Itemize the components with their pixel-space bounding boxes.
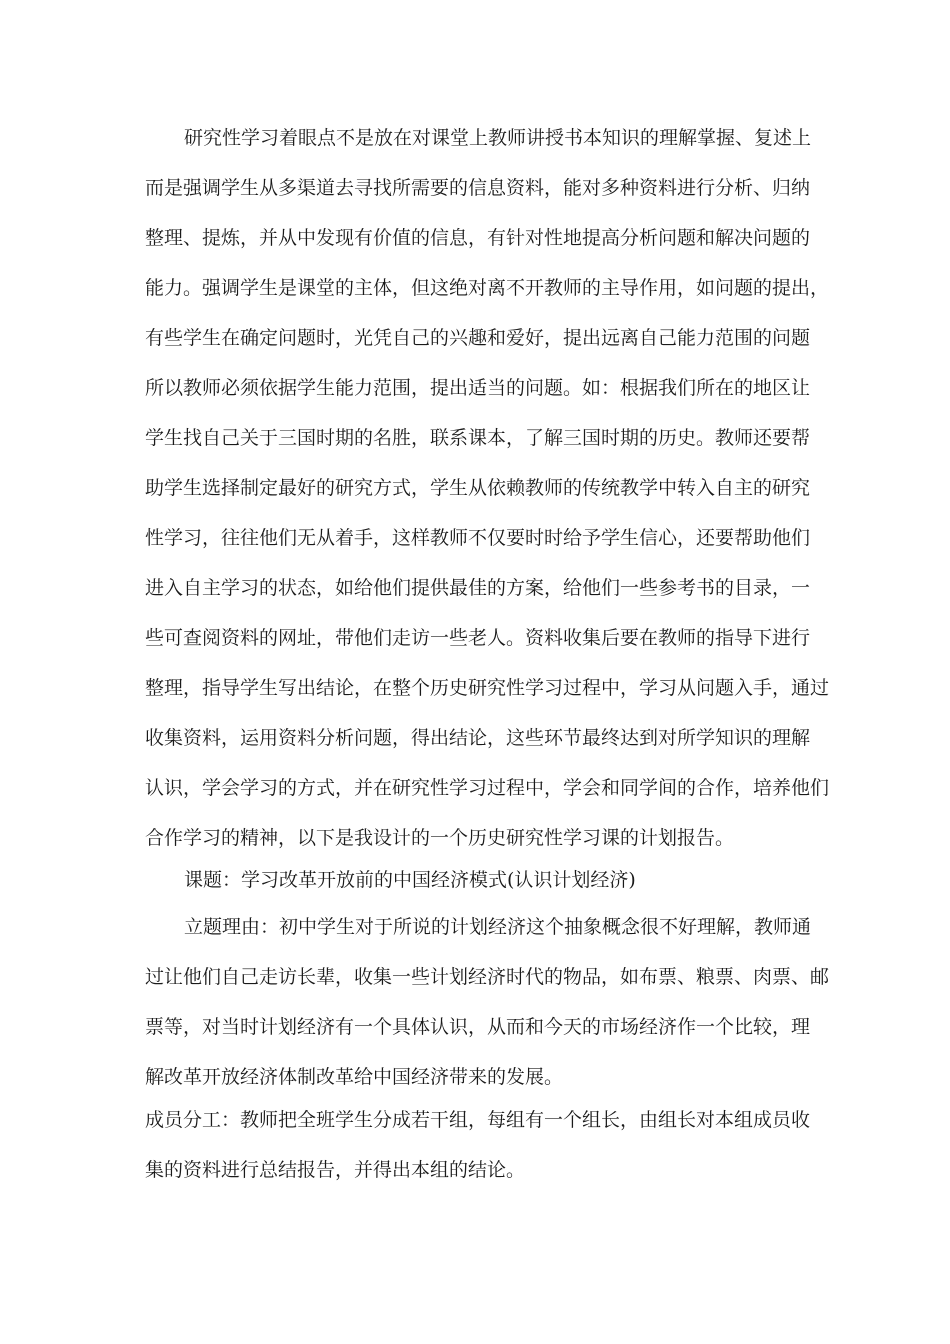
division-line-2: 集的资料进行总结报告，并得出本组的结论。	[145, 1159, 526, 1181]
paragraph-1-line-7: 学生找自己关于三国时期的名胜，联系课本，了解三国时期的历史。教师还要帮	[145, 427, 811, 449]
paragraph-1-line-8: 助学生选择制定最好的研究方式，学生从依赖教师的传统教学中转入自主的研究	[145, 477, 811, 499]
paragraph-1-line-13: 收集资料，运用资料分析问题，得出结论，这些环节最终达到对所学知识的理解	[145, 727, 811, 749]
rationale-line-1: 立题理由：初中学生对于所说的计划经济这个抽象概念很不好理解，教师通	[184, 916, 812, 938]
paragraph-1-line-10: 进入自主学习的状态，如给他们提供最佳的方案，给他们一些参考书的目录，一	[145, 577, 811, 599]
paragraph-1-line-1: 研究性学习着眼点不是放在对课堂上教师讲授书本知识的理解掌握、复述上	[184, 127, 812, 149]
paragraph-1-line-4: 能力。强调学生是课堂的主体，但这绝对离不开教师的主导作用，如问题的提出，	[145, 277, 830, 299]
paragraph-1-line-2: 而是强调学生从多渠道去寻找所需要的信息资料，能对多种资料进行分析、归纳	[145, 177, 811, 199]
rationale-line-2: 过让他们自己走访长辈，收集一些计划经济时代的物品，如布票、粮票、肉票、邮	[145, 966, 830, 988]
paragraph-1-line-3: 整理、提炼，并从中发现有价值的信息，有针对性地提高分析问题和解决问题的	[145, 227, 811, 249]
paragraph-1-line-14: 认识，学会学习的方式，并在研究性学习过程中，学会和同学间的合作，培养他们	[145, 777, 830, 799]
paragraph-1-line-11: 些可查阅资料的网址，带他们走访一些老人。资料收集后要在教师的指导下进行	[145, 627, 811, 649]
paragraph-1-line-6: 所以教师必须依据学生能力范围，提出适当的问题。如：根据我们所在的地区让	[145, 377, 811, 399]
paragraph-1-line-5: 有些学生在确定问题时，光凭自己的兴趣和爱好，提出远离自己能力范围的问题	[145, 327, 811, 349]
topic-line: 课题：学习改革开放前的中国经济模式(认识计划经济)	[184, 869, 636, 891]
paragraph-1-line-15: 合作学习的精神，以下是我设计的一个历史研究性学习课的计划报告。	[145, 827, 735, 849]
paragraph-1-line-9: 性学习，往往他们无从着手，这样教师不仅要时时给予学生信心，还要帮助他们	[145, 527, 811, 549]
paragraph-1-line-12: 整理，指导学生写出结论，在整个历史研究性学习过程中，学习从问题入手，通过	[145, 677, 830, 699]
rationale-line-4: 解改革开放经济体制改革给中国经济带来的发展。	[145, 1066, 564, 1088]
rationale-line-3: 票等，对当时计划经济有一个具体认识，从而和今天的市场经济作一个比较，理	[145, 1016, 811, 1038]
division-line-1: 成员分工：教师把全班学生分成若干组，每组有一个组长，由组长对本组成员收	[145, 1109, 811, 1131]
